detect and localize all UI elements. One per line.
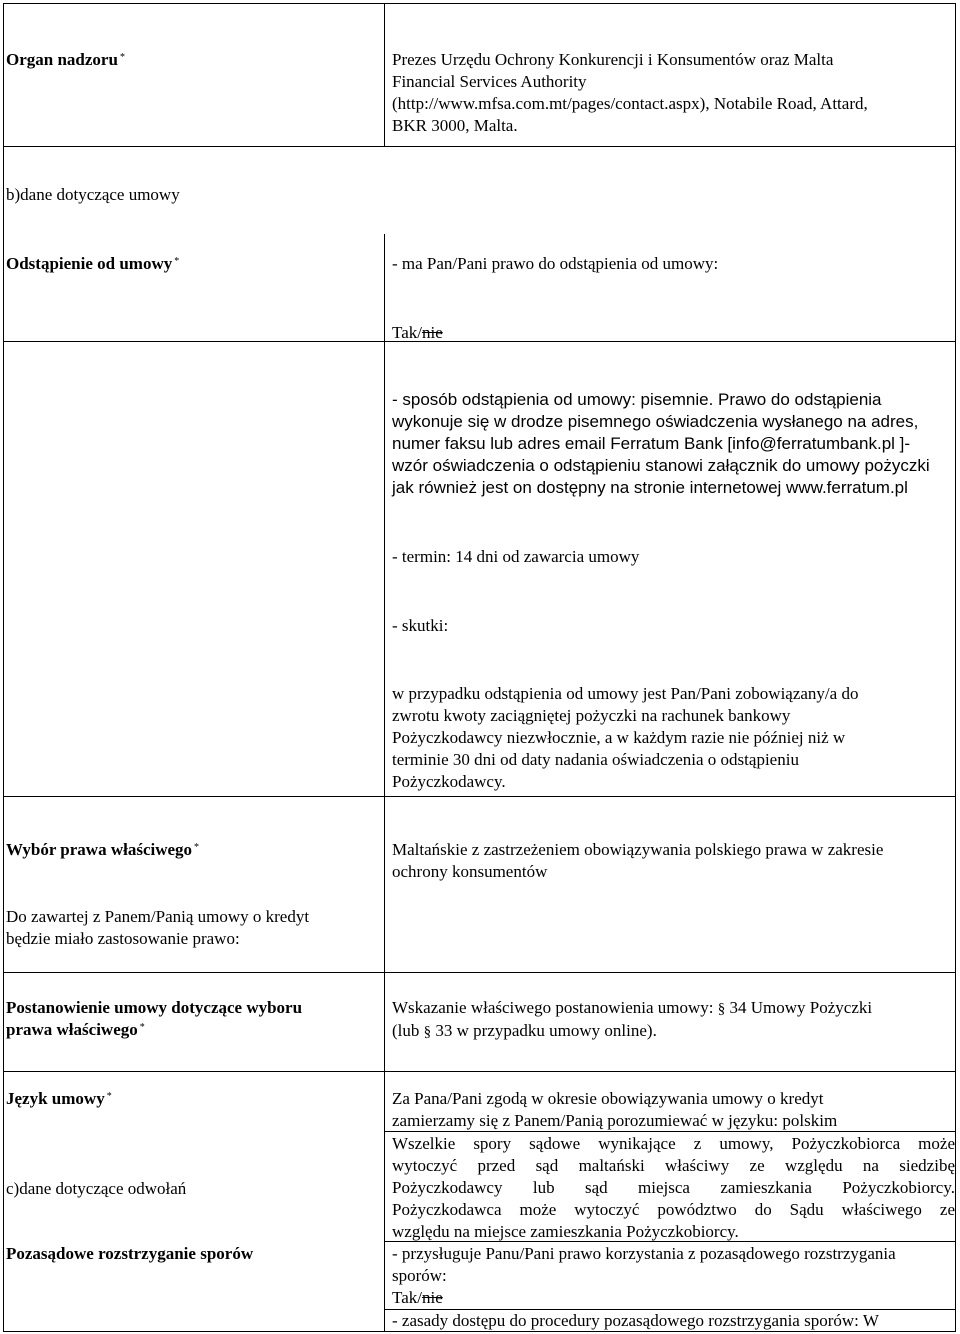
text-line: numer faksu lub adres email Ferratum Bank [info@ferratumbank.pl ]- xyxy=(392,434,911,453)
withdrawal-right-text: - ma Pan/Pani prawo do odstąpienia od umowy: xyxy=(392,254,719,273)
column-divider xyxy=(384,3,385,146)
text-line: wykonuje się w drodze pisemnego oświadczenia wysłanego na adres, xyxy=(392,412,919,431)
withdrawal-effects-label: - skutki: xyxy=(392,616,449,635)
cell-divider xyxy=(384,1131,956,1132)
text-line: - przysługuje Panu/Pani prawo korzystania z pozasądowego rozstrzygania xyxy=(392,1244,896,1263)
text-line: zamierzamy się z Panem/Panią porozumiewać w języku: polskim xyxy=(392,1111,838,1130)
text-line: Pożyczkodawca może wytoczyć powództwo do Sądu właściwego ze xyxy=(392,1200,955,1219)
withdrawal-method-text xyxy=(392,389,930,499)
jezyk-value xyxy=(392,1088,837,1132)
text-line: jak również jest on dostępny na stronie internetowej www.ferratum.pl xyxy=(392,478,908,497)
organ-nadzoru-value xyxy=(392,49,868,137)
text-line: Maltańskie z zastrzeżeniem obowiązywania polskiego prawa w zakresie xyxy=(392,840,884,859)
text-line: ochrony konsumentów xyxy=(392,862,548,881)
spory-text xyxy=(392,1133,955,1243)
cell-divider xyxy=(384,1241,956,1242)
text-line: Pożyczkodawcy niezwłocznie, a w każdym razie nie później niż w xyxy=(392,728,846,747)
text-line: Financial Services Authority xyxy=(392,72,587,91)
pozasadowe-value xyxy=(392,1243,896,1332)
column-divider xyxy=(384,234,385,1332)
section-sign-icon: § xyxy=(423,1024,432,1040)
section-c-title: c)dane dotyczące odwołań xyxy=(6,1179,187,1198)
withdrawal-term: - termin: 14 dni od zawarcia umowy xyxy=(392,547,640,566)
text-line: sporów: xyxy=(392,1266,447,1285)
pozasadowe-tak-nie: Tak/nie xyxy=(392,1288,443,1307)
text-line: Wskazanie właściwego postanowienia umowy: § 34 Umowy Pożyczki xyxy=(392,998,873,1017)
text-line: Prezes Urzędu Ochrony Konkurencji i Konsumentów oraz Malta xyxy=(392,50,834,69)
text-line: będzie miało zastosowanie prawo: xyxy=(6,929,240,948)
cell-divider xyxy=(384,1309,956,1310)
postanowienie-label xyxy=(6,997,302,1041)
text-line: Pożyczkodawcy. xyxy=(392,772,506,791)
text-line: wytoczyć przed sąd maltański właściwy ze względu na siedzibę xyxy=(392,1156,955,1175)
jezyk-label: Język umowy * xyxy=(6,1089,112,1108)
text-line: - zasady dostępu do procedury pozasądowego rozstrzygania sporów: W xyxy=(392,1311,879,1330)
row-divider xyxy=(3,341,956,342)
wybor-prawa-note xyxy=(6,906,309,950)
text-line: Pożyczkodawcy lub sąd miejsca zamieszkania Pożyczkobiorcy. xyxy=(392,1178,955,1197)
row-divider xyxy=(3,1071,956,1072)
text-line: wzór oświadczenia o odstąpieniu stanowi załącznik do umowy pożyczki xyxy=(392,456,930,475)
text-line: względu na miejsce zamieszkania Pożyczkobiorcy. xyxy=(392,1222,739,1241)
text-line: (lub § 33 w przypadku umowy online). xyxy=(392,1021,657,1040)
text-line: w przypadku odstąpienia od umowy jest Pan/Pani zobowiązany/a do xyxy=(392,684,859,703)
wybor-prawa-value xyxy=(392,839,883,883)
row-divider xyxy=(3,796,956,797)
text-line: - sposób odstąpienia od umowy: pisemnie. Prawo do odstąpienia xyxy=(392,390,882,409)
row-divider xyxy=(3,972,956,973)
pozasadowe-label: Pozasądowe rozstrzyganie sporów xyxy=(6,1244,254,1263)
text-line: BKR 3000, Malta. xyxy=(392,116,518,135)
text-line: Postanowienie umowy dotyczące wyboru xyxy=(6,998,303,1017)
odstapienie-label: Odstąpienie od umowy * xyxy=(6,254,180,273)
withdrawal-tak-nie: Tak/nie xyxy=(392,323,443,342)
text-line: terminie 30 dni od daty nadania oświadczenia o odstąpieniu xyxy=(392,750,799,769)
postanowienie-value xyxy=(392,997,872,1043)
text-line: prawa właściwego * xyxy=(6,1020,145,1039)
text-line: zwrotu kwoty zaciągniętej pożyczki na rachunek bankowy xyxy=(392,706,791,725)
row-divider xyxy=(3,146,956,147)
withdrawal-effects-text xyxy=(392,683,858,793)
text-line: (http://www.mfsa.com.mt/pages/contact.aspx), Notabile Road, Attard, xyxy=(392,94,868,113)
text-line: Wszelkie spory sądowe wynikające z umowy, Pożyczkobiorca może xyxy=(392,1134,955,1153)
section-sign-icon: § xyxy=(717,1001,726,1017)
text-line: Za Pana/Pani zgodą w okresie obowiązywania umowy o kredyt xyxy=(392,1089,824,1108)
text-line: Do zawartej z Panem/Panią umowy o kredyt xyxy=(6,907,310,926)
wybor-prawa-label: Wybór prawa właściwego * xyxy=(6,840,200,859)
organ-nadzoru-label: Organ nadzoru * xyxy=(6,50,125,69)
section-b-title: b)dane dotyczące umowy xyxy=(6,185,180,204)
